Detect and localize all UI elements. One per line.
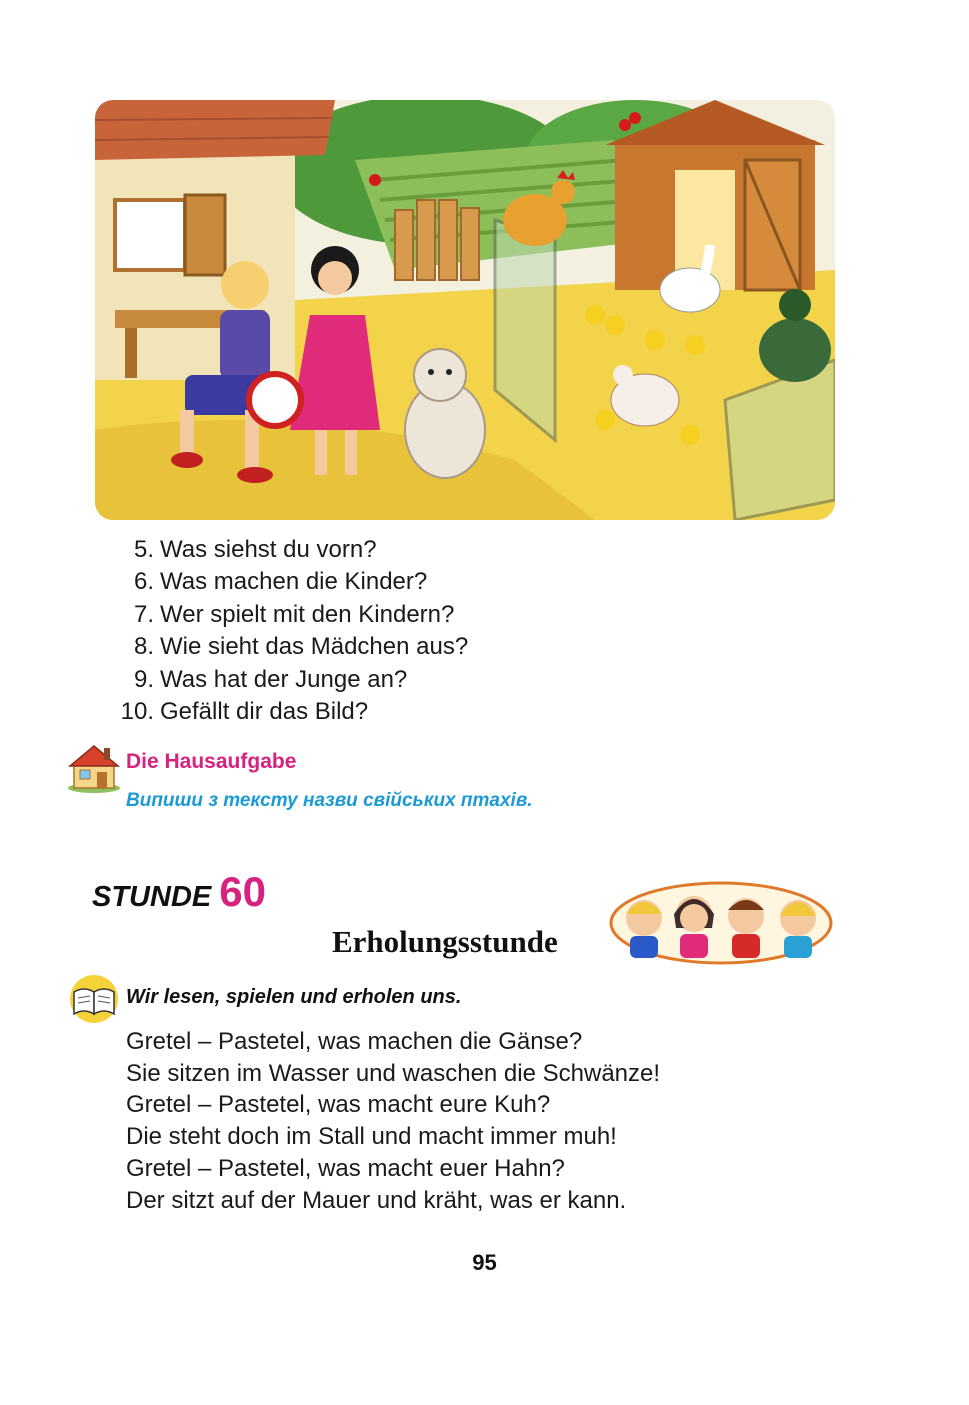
question-text: Wie sieht das Mädchen aus? [160, 633, 469, 661]
question-number: 6. [133, 568, 154, 596]
question-number: 5. [133, 536, 154, 563]
question-text: Was machen die Kinder? [160, 568, 428, 596]
list-item [110, 534, 468, 566]
poem-line: Die steht doch im Stall und macht immer muh! [126, 1123, 617, 1151]
homework-title: Die Hausaufgabe [126, 750, 297, 773]
open-book-icon [66, 974, 122, 1024]
list-item [110, 566, 468, 598]
reading-title: Wir lesen, spielen und erholen uns. [126, 986, 462, 1008]
question-text: Was hat der Junge an? [160, 665, 408, 693]
poem-line: Gretel – Pastetel, was macht eure Kuh? [126, 1091, 551, 1119]
question-text: Was siehst du vorn? [160, 536, 377, 563]
lesson-number: 60 [219, 868, 266, 915]
lesson-label: STUNDE [92, 881, 212, 913]
question-number: 8. [133, 633, 154, 661]
lesson-heading [92, 868, 266, 916]
question-number: 10. [120, 698, 154, 726]
homework-task: Випиши з тексту назви свійських птахів. [126, 790, 533, 811]
list-item [110, 631, 468, 663]
questions-list [110, 534, 468, 728]
poem-text [126, 1026, 660, 1216]
question-number: 9. [133, 665, 154, 693]
list-item [110, 599, 468, 631]
page-number: 95 [472, 1250, 497, 1275]
house-icon [66, 742, 122, 794]
question-number: 7. [133, 600, 154, 628]
poem-line: Gretel – Pastetel, was macht euer Hahn? [126, 1154, 565, 1182]
farmyard-scene-icon [95, 100, 835, 520]
question-text: Wer spielt mit den Kindern? [160, 600, 455, 628]
poem-line: Gretel – Pastetel, was machen die Gänse? [126, 1028, 583, 1055]
poem-line: Der sitzt auf der Mauer und kräht, was er kann. [126, 1186, 627, 1214]
children-group-icon [608, 880, 834, 966]
farmyard-illustration [95, 100, 835, 520]
question-text: Gefällt dir das Bild? [160, 698, 369, 726]
list-item [110, 696, 468, 728]
list-item [110, 664, 468, 696]
poem-line: Sie sitzen im Wasser und waschen die Schwänze! [126, 1059, 661, 1087]
lesson-title: Erholungsstunde [332, 924, 558, 959]
